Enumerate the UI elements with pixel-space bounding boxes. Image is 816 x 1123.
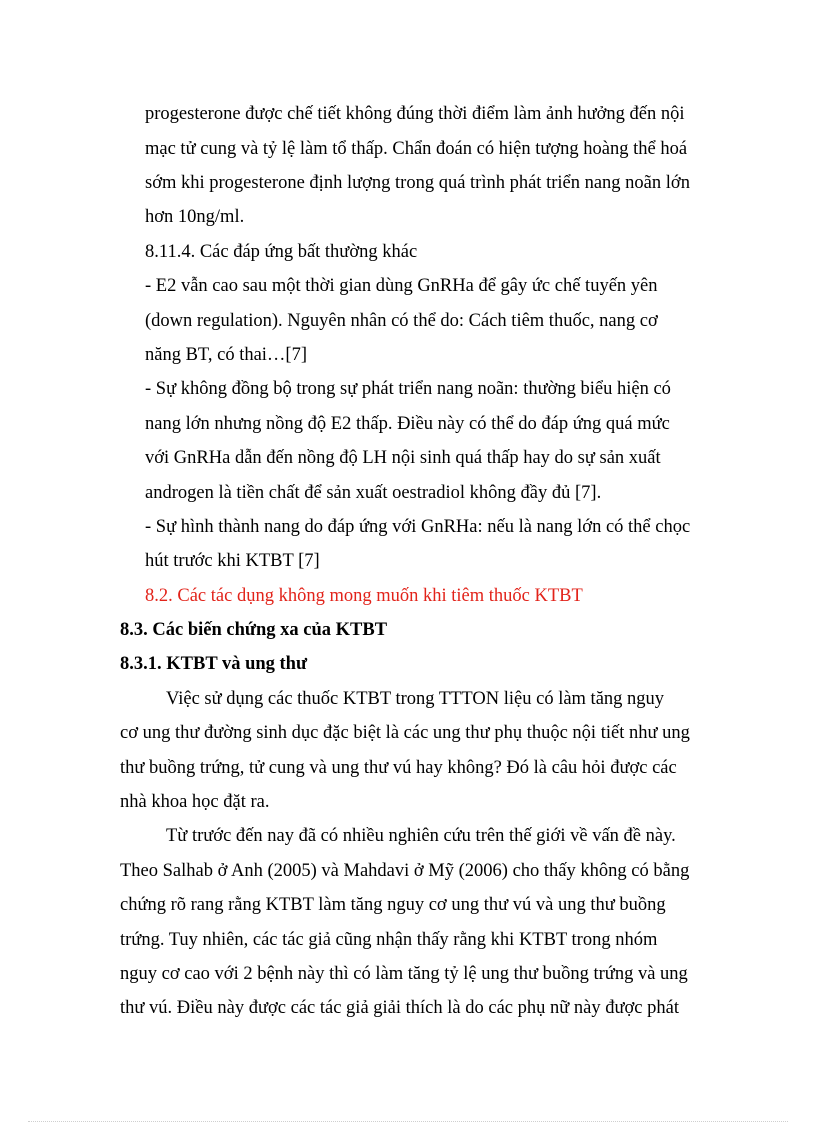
paragraph-line: nguy cơ cao với 2 bệnh này thì có làm tăng tỷ lệ ung thư buồng trứng và ung [120,964,688,984]
paragraph-line: cơ ung thư đường sinh dục đặc biệt là các ung thư phụ thuộc nội tiết như ung [120,723,690,743]
paragraph-line: chứng rõ rang rằng KTBT làm tăng nguy cơ ung thư vú và ung thư buồng [120,895,666,915]
page-bottom-divider [28,1121,788,1122]
bullet-line: - Sự hình thành nang do đáp ứng với GnRHa: nếu là nang lớn có thể chọc [145,517,691,537]
bullet-line: - E2 vẫn cao sau một thời gian dùng GnRHa để gây ức chế tuyến yên [145,276,658,296]
bullet-line: (down regulation). Nguyên nhân có thể do: Cách tiêm thuốc, nang cơ [145,311,658,331]
paragraph-line: thư vú. Điều này được các tác giả giải thích là do các phụ nữ này được phát [120,998,679,1018]
paragraph-line: progesterone được chế tiết không đúng thời điểm làm ảnh hưởng đến nội [145,104,685,124]
bullet-line: - Sự không đồng bộ trong sự phát triển nang noãn: thường biểu hiện có [145,379,671,399]
bullet-line: nang lớn nhưng nồng độ E2 thấp. Điều này có thể do đáp ứng quá mức [145,414,670,434]
paragraph-line: trứng. Tuy nhiên, các tác giả cũng nhận thấy rằng khi KTBT trong nhóm [120,930,658,950]
section-heading-8-2: 8.2. Các tác dụng không mong muốn khi tiêm thuốc KTBT [145,586,583,606]
paragraph-line: Từ trước đến nay đã có nhiều nghiên cứu trên thế giới về vấn đề này. [166,826,676,846]
bullet-line: hút trước khi KTBT [7] [145,551,320,571]
paragraph-line: sớm khi progesterone định lượng trong quá trình phát triển nang noãn lớn [145,173,690,193]
bullet-line: androgen là tiền chất để sản xuất oestradiol không đầy đủ [7]. [145,483,602,503]
paragraph-line: Việc sử dụng các thuốc KTBT trong TTTON liệu có làm tăng nguy [166,689,665,709]
bullet-line: với GnRHa dẫn đến nồng độ LH nội sinh quá thấp hay do sự sản xuất [145,448,661,468]
bullet-line: năng BT, có thai…[7] [145,345,308,365]
paragraph-line: Theo Salhab ở Anh (2005) và Mahdavi ở Mỹ (2006) cho thấy không có bằng [120,861,690,881]
subsection-heading: 8.11.4. Các đáp ứng bất thường khác [145,242,418,262]
subsection-heading-8-3-1: 8.3.1. KTBT và ung thư [120,654,308,674]
paragraph-line: nhà khoa học đặt ra. [120,792,270,812]
paragraph-line: hơn 10ng/ml. [145,207,245,227]
section-heading-8-3: 8.3. Các biến chứng xa của KTBT [120,620,388,640]
paragraph-line: mạc tử cung và tỷ lệ làm tổ thấp. Chẩn đoán có hiện tượng hoàng thể hoá [145,139,688,159]
paragraph-line: thư buồng trứng, tử cung và ung thư vú hay không? Đó là câu hỏi được các [120,758,677,778]
